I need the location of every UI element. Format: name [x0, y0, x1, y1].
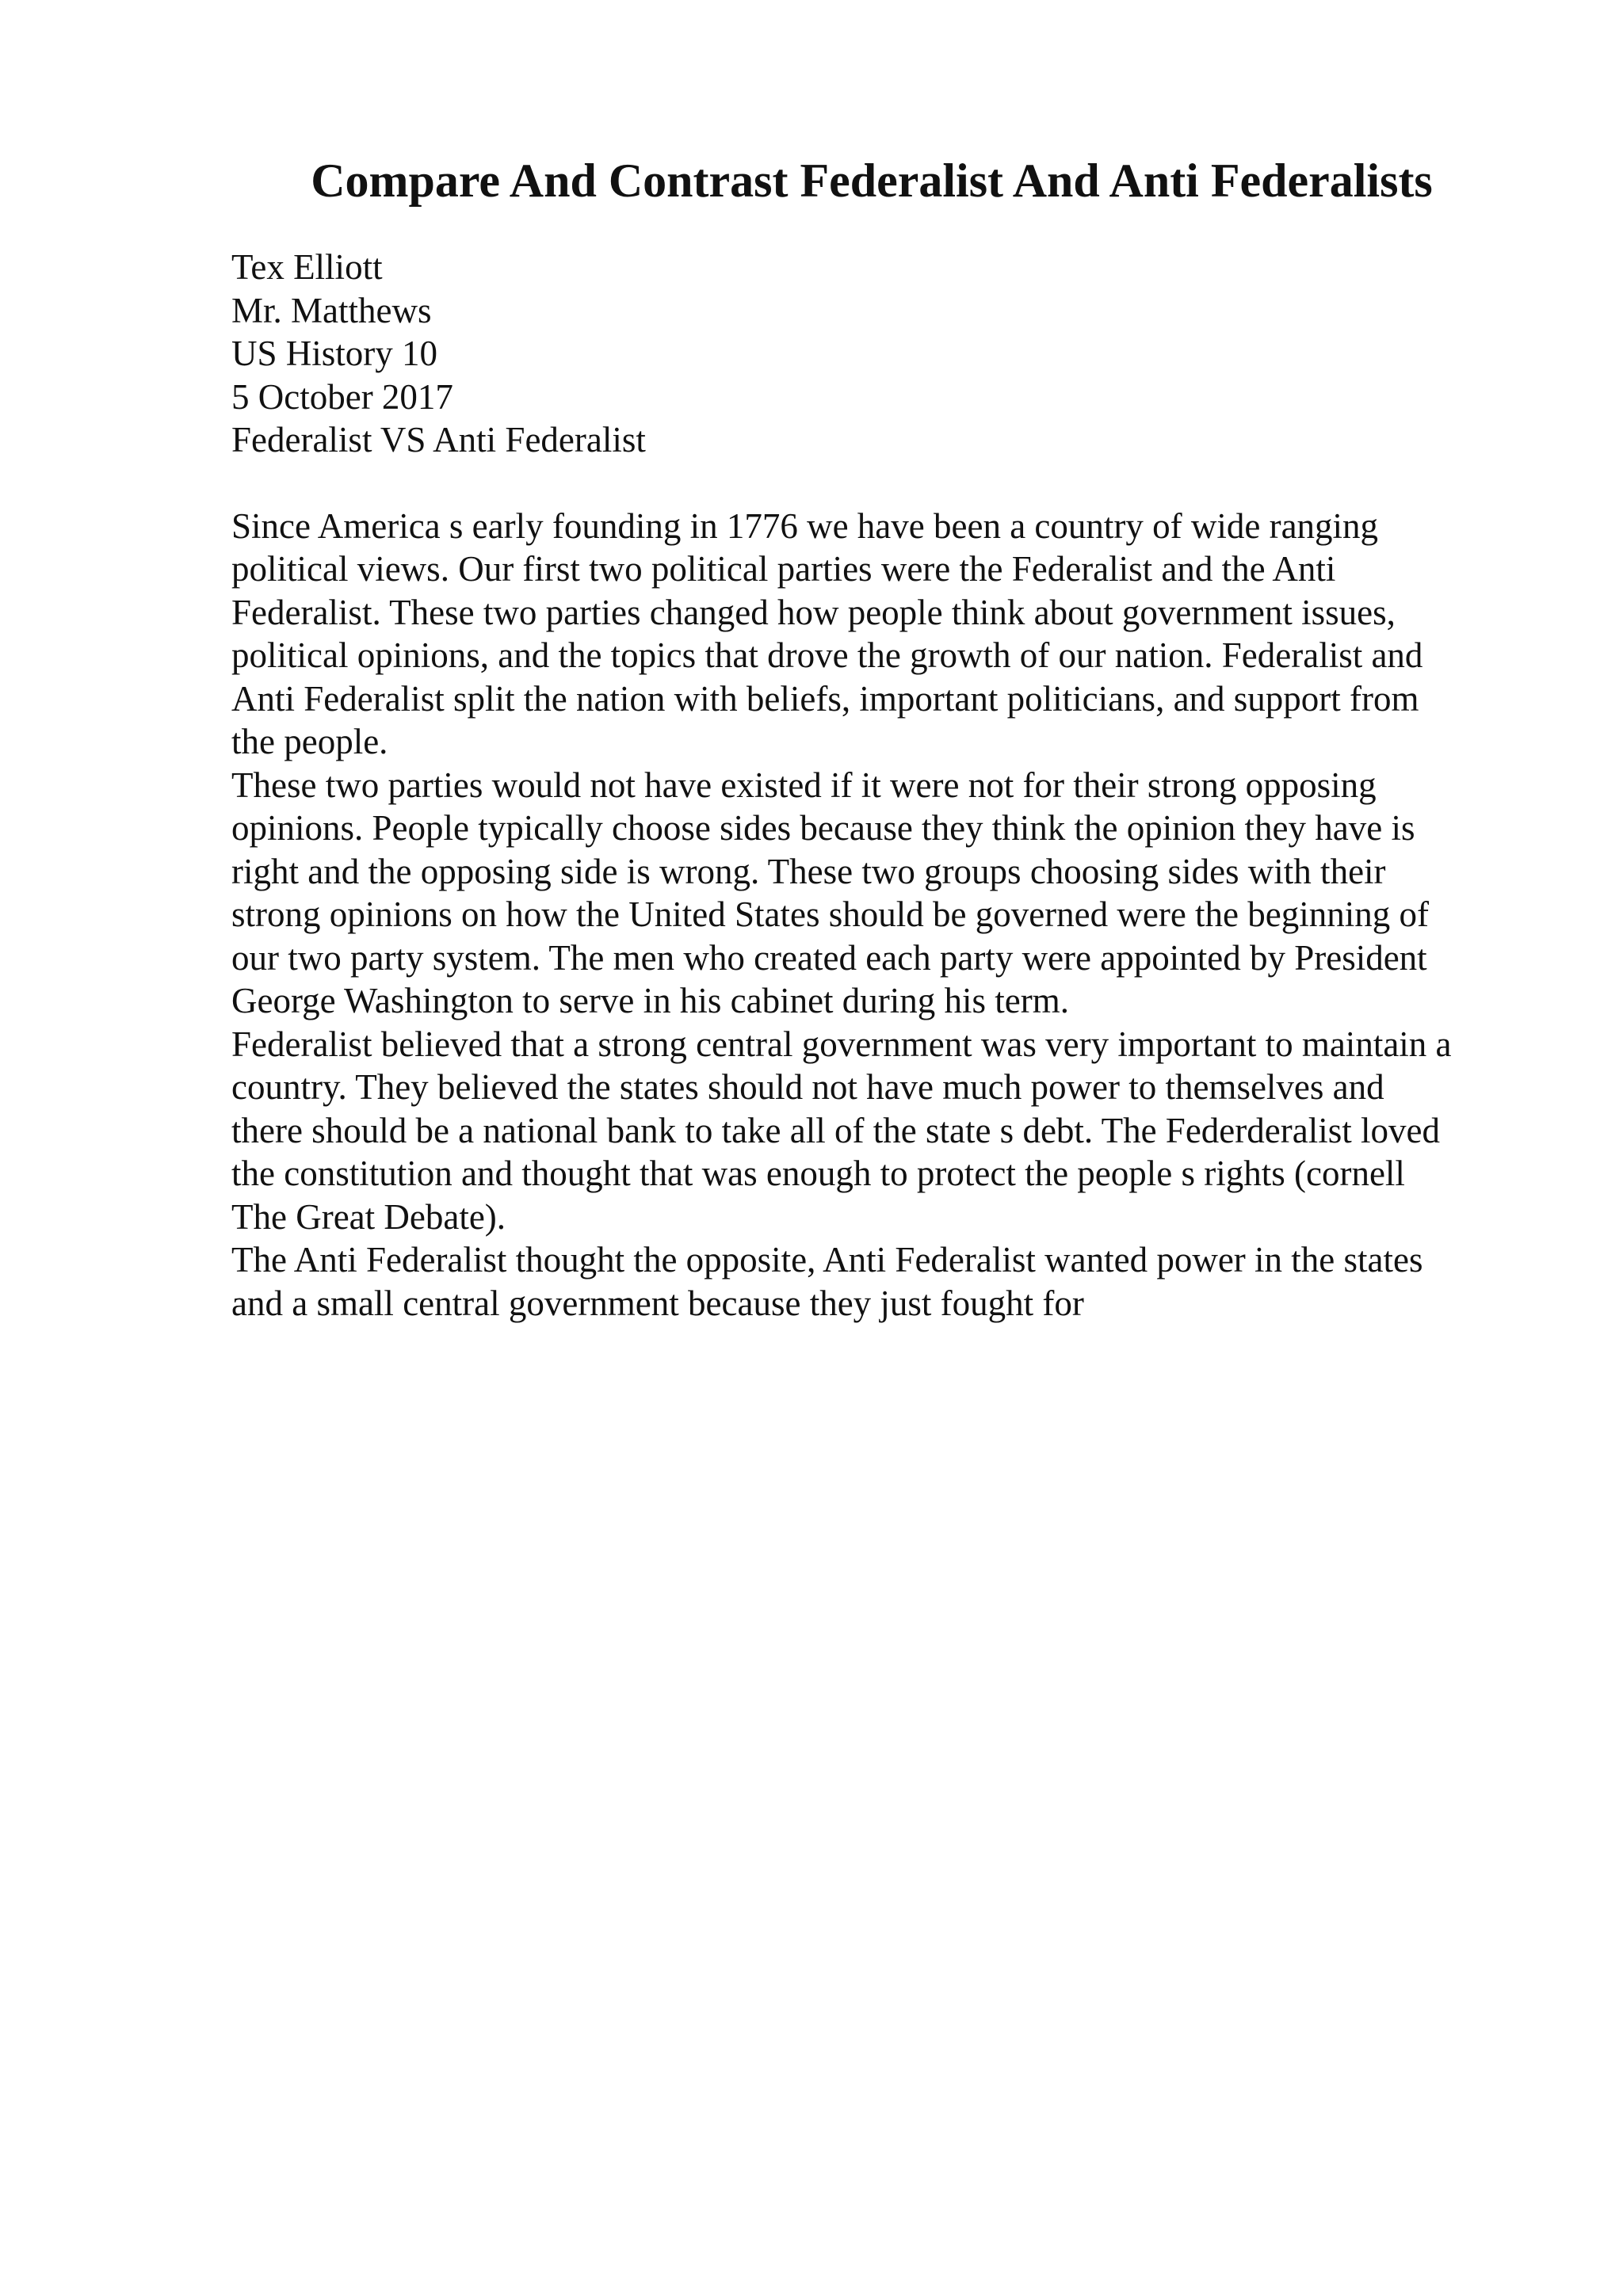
essay-subtitle: Federalist VS Anti Federalist	[231, 420, 646, 460]
body-line: Anti Federalist split the nation with beliefs, important politicians, and support from	[231, 678, 1419, 719]
document-title: Compare And Contrast Federalist And Anti Federalists	[311, 154, 1433, 207]
body-line: there should be a national bank to take all of the state s debt. The Federderalist loved	[231, 1110, 1440, 1150]
header-block	[231, 246, 1515, 462]
body-line: opinions. People typically choose sides because they think the opinion they have is	[231, 808, 1415, 848]
body-line: strong opinions on how the United States should be governed were the beginning of	[231, 894, 1429, 934]
body-line: Since America s early founding in 1776 we have been a country of wide ranging	[231, 505, 1379, 546]
body-line: The Anti Federalist thought the opposite, Anti Federalist wanted power in the states	[231, 1240, 1423, 1280]
body-line: political opinions, and the topics that drove the growth of our nation. Federalist and	[231, 635, 1423, 675]
body-line: These two parties would not have existed if it were not for their strong opposing	[231, 765, 1377, 805]
body-line: Federalist believed that a strong central government was very important to maintain a	[231, 1024, 1452, 1064]
body-line: The Great Debate).	[231, 1196, 506, 1237]
body-line: George Washington to serve in his cabinet during his term.	[231, 981, 1070, 1020]
body-line: political views. Our first two political parties were the Federalist and the Anti	[231, 549, 1336, 589]
body-line: country. They believed the states should not have much power to themselves and	[231, 1067, 1384, 1107]
course-name: US History 10	[231, 334, 438, 373]
body-line: our two party system. The men who created each party were appointed by President	[231, 937, 1427, 978]
teacher-name: Mr. Matthews	[231, 290, 432, 330]
body-line: and a small central government because they just fought for	[231, 1283, 1084, 1323]
essay-body	[231, 505, 1515, 1325]
body-line: right and the opposing side is wrong. These two groups choosing sides with their	[231, 851, 1386, 891]
body-line: the constitution and thought that was enough to protect the people s rights (cornell	[231, 1154, 1405, 1193]
body-line: Federalist. These two parties changed how people think about government issues,	[231, 592, 1396, 632]
author-name: Tex Elliott	[231, 247, 383, 287]
paragraph-gap	[231, 462, 1515, 505]
document-content	[231, 246, 1515, 1325]
document-date: 5 October 2017	[231, 376, 453, 417]
body-line: the people.	[231, 722, 388, 761]
